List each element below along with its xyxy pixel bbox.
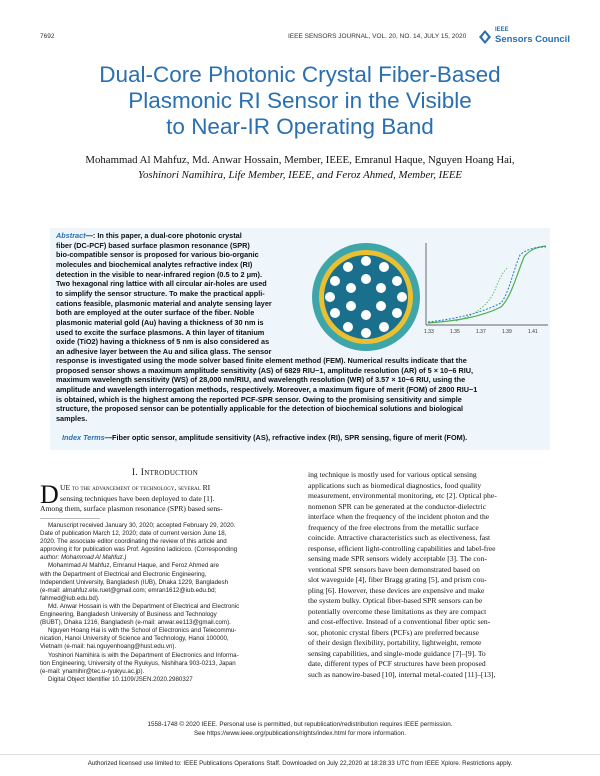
license-divider — [0, 754, 600, 755]
abstract-line: Two hexagonal ring lattice with all circular air-holes are used — [56, 279, 267, 289]
page-number: 7692 — [40, 33, 55, 40]
footnote-line: Nguyen Hoang Hai is with the School of Electronics and Telecommu- — [48, 627, 237, 635]
abstract-line: fiber (DC-PCF) based surface plasmon resonance (SPR) — [56, 240, 250, 250]
abstract-line: plasmonic material gold (Au) having a thickness of 30 nm is — [56, 317, 264, 327]
abstract-figure — [306, 237, 552, 355]
footnote-line: Md. Anwar Hossain is with the Department of Electrical and Electronic — [48, 602, 240, 610]
body-line: interface when the frequency of the incident photon and the — [308, 512, 490, 521]
footnote-line: approving it for publication was Prof. Agostino Iadicicco. (Corresponding — [40, 546, 238, 554]
title-line: to Near-IR Operating Band — [166, 114, 434, 139]
footnote-line: Independent University, Bangladesh (IUB), Dhaka 1229, Bangladesh — [40, 578, 229, 586]
footnote-line: Mohammad Al Mahfuz, Emranul Haque, and Feroz Ahmed are — [48, 562, 219, 570]
body-line: frequency of the free electrons from the metallic surface — [308, 522, 479, 532]
x-tick: 1.41 — [528, 329, 538, 335]
body-line: slot waveguide [4], fiber Bragg grating [5], and prism cou- — [308, 575, 487, 584]
index-terms-text: Fiber optic sensor, amplitude sensitivity (AS), refractive index (RI), SPR sensing, figure of merit (FOM). — [112, 433, 468, 442]
abstract-line: oxide (TiO2) having a thickness of 5 nm is also considered as — [56, 337, 270, 347]
footnote-line: Manuscript received January 30, 2020; accepted February 29, 2020. — [48, 522, 236, 529]
abstract-narrow: Abstract—: In this paper, a dual-core photonic crystal fiber (DC-PCF) based surface plasmon resonance (SPR) bio-compatible sensor is proposed for various bio-organic molecules and biochemical analytes refractive index (RI) detection in the visible to near-infrared region (0.5 to 2 μm). Two hexagonal ring lattice with all circular air-holes are used to simplify the sensor structure. To make the practical appli- cations feasible, plasmonic material and analyte sensing layer both are employed at the outer surface of the fiber. Noble plasmonic material gold (Au) having a thickness of 30 nm is used to excite the surface plasmons. A thin layer of titanium oxide (TiO2) having a thickness of 5 nm is also considered as an adhesive layer between the Au and silica glass. The sensor — [56, 231, 302, 357]
footnote-line: Engineering, Bangladesh University of Business and Technology — [40, 611, 217, 619]
index-terms: Index Terms—Fiber optic sensor, amplitude sensitivity (AS), refractive index (RI), SPR sensing, figure of merit (FOM). — [62, 433, 468, 442]
footnote-line: Yoshinori Namihira is with the Department of Electronics and Informa- — [48, 651, 239, 659]
footnote-line: (BUBT), Dhaka 1216, Bangladesh (e-mail: anwar.ee113@gmail.com). — [40, 619, 231, 627]
title-line: Dual-Core Photonic Crystal Fiber-Based — [99, 62, 501, 87]
abstract-line: samples. — [56, 413, 88, 423]
abstract-line: amplitude and wavelength interrogation methods, respectively. Moreover, a maximum figure of merit (FOM) of 2800 RIU−1 — [56, 384, 478, 394]
footnote-line: (e-mail: ynamihir@tec.u-ryukyu.ac.jp). — [40, 667, 145, 675]
footnote-line: 2020. The associate editor coordinating the review of this article and — [40, 538, 227, 546]
body-line: the system bulky. Optical fiber-based SPR sensors can be — [308, 596, 483, 605]
curve-green-dotted — [456, 267, 508, 321]
sensitivity-plot — [426, 243, 548, 325]
body-line: potentially overcome these limitations as they are compact — [308, 606, 487, 616]
abstract-line: proposed sensor shows a maximum amplitude sensitivity (AS) of 6829 RIU−1, amplitude resolution (AR) of 5 × 10−6 RIU, — [56, 365, 474, 375]
curve-green — [428, 246, 546, 323]
intro-paragraph — [60, 483, 290, 504]
body-line: coincide. Attractive characteristics such as electiveness, fast — [308, 533, 491, 542]
footnote-divider — [40, 518, 100, 519]
body-line: sensing made SPR sensors widely acceptable [3]. The con- — [308, 554, 487, 563]
x-tick: 1.37 — [476, 329, 486, 335]
copyright-line: 1558-1748 © 2020 IEEE. Personal use is permitted, but republication/redistribution requires IEEE permission. — [147, 721, 453, 728]
abstract-wide — [56, 356, 546, 424]
sensors-council-logo — [478, 27, 570, 49]
abstract-line: an adhesive layer between the Au and silica glass. The sensor — [56, 346, 272, 356]
abstract-line: detection in the visible to near-infrared region (0.5 to 2 μm). — [56, 269, 262, 279]
body-line: ventional SPR sensors have been demonstrated based on — [308, 564, 480, 574]
plot-x-ticks — [424, 329, 538, 335]
footnote-line: (e-mail: almahfuz.ete.ruet@gmail.com; emran1612@iub.edu.bd; — [40, 586, 217, 594]
curve-blue — [428, 247, 546, 322]
index-terms-label: Index Terms — [62, 433, 105, 442]
abstract-line: is obtained, which is the highest among the reported PCF-SPR sensor. Owing to the promising sensitivity and simple — [56, 394, 462, 404]
body-line: of their design flexibility, portability, lightweight, remote — [308, 638, 482, 647]
body-line: such as nanowire-based [10], internal metal-coated [11]–[13], — [308, 669, 496, 679]
abstract-label: Abstract — [56, 231, 86, 240]
body-line: response, efficient light-controlling capabilities and label-free — [308, 543, 496, 553]
author-line: Yoshinori Namihira, Life Member, IEEE, and Feroz Ahmed, Member, IEEE — [137, 169, 463, 181]
footnote-line: nication, Hanoi University of Science and Technology, Hanoi 100000, — [40, 635, 229, 643]
license-notice: Authorized licensed use limited to: IEEE Publications Operations Staff. Downloaded on July 22,2020 at 18:28:33 UTC from IEEE Xplore. Restrictions apply. — [87, 760, 513, 767]
x-tick: 1.33 — [424, 329, 434, 335]
intro-line: sensing techniques have been deployed to date [1]. — [60, 493, 215, 503]
body-line: measurement, environmental monitoring, etc [2]. Optical phe- — [308, 491, 497, 500]
footnote-line: Date of publication March 12, 2020; date of current version June 18, — [40, 530, 227, 538]
author-line: Mohammad Al Mahfuz, Md. Anwar Hossain, Member, IEEE, Emranul Haque, Nguyen Hoang Hai, — [85, 154, 515, 166]
section-title: Introduction — [140, 468, 199, 478]
author-list — [40, 153, 560, 183]
abstract-line: to simplify the sensor structure. To make the practical appli- — [56, 288, 265, 298]
ieee-logo-icon — [478, 29, 492, 45]
section-heading — [40, 468, 290, 478]
footnote-line: author: Mohammad Al Mahfuz.) — [40, 554, 127, 562]
x-tick: 1.39 — [502, 329, 512, 335]
abstract-line: In this paper, a dual-core photonic crystal — [97, 231, 242, 240]
intro-line: Among them, surface plasmon resonance (SPR) based sens- — [40, 504, 223, 513]
body-line: applications such as biomedical diagnostics, food quality — [308, 480, 482, 490]
doi-line: Digital Object Identifier 10.1109/JSEN.2020.2980327 — [48, 675, 193, 683]
body-line: sor, photonic crystal fibers (PCFs) are preferred because — [308, 627, 479, 637]
body-line: date, different types of PCF structures have been proposed — [308, 659, 486, 668]
intro-line: UE to the advancement of technology, several RI — [60, 483, 211, 492]
body-line: pling [6]. However, these devices are expensive and make — [308, 585, 485, 595]
footnote-line: Vietnam (e-mail: hai.nguyenhoang@hust.edu.vn). — [40, 643, 177, 651]
body-line: sensing capabilities, and single-mode guidance [7]–[9]. To — [308, 648, 486, 658]
title-line: Plasmonic RI Sensor in the Visible — [128, 88, 472, 113]
logo-ieee-text: IEEE — [495, 27, 509, 33]
journal-header: IEEE SENSORS JOURNAL, VOL. 20, NO. 14, JULY 15, 2020 — [288, 33, 467, 40]
footnotes — [40, 522, 292, 684]
copyright-line: See https://www.ieee.org/publications/rights/index.html for more information. — [193, 730, 407, 737]
footnote-line: fahmed@iub.edu.bd). — [40, 594, 100, 602]
abstract-line: cations feasible, plasmonic material and analyte sensing layer — [56, 298, 272, 308]
abstract-line: maximum wavelength sensitivity (WS) of 28,000 nm/RIU, and wavelength resolution (WR) of 3.57 × 10−6 RIU, using the — [56, 375, 466, 385]
paper-title — [40, 62, 560, 140]
body-line: nomenon SPR can be generated at the conductor-dielectric — [308, 501, 487, 511]
x-tick: 1.35 — [450, 329, 460, 335]
body-line: and cost-effective. Instead of a conventional fiber optic sen- — [308, 617, 491, 626]
footnote-line: tion Engineering, University of the Ryukyus, Nishihara 903-0213, Japan — [40, 659, 236, 667]
body-line: ing technique is mostly used for various optical sensing — [308, 470, 477, 479]
drop-cap: D — [40, 480, 59, 509]
abstract-line: response is investigated using the mode solver based finite element method (FEM). Numerical results indicate that the — [56, 356, 467, 365]
abstract-line: used to excite the surface plasmons. A thin layer of titanium — [56, 327, 265, 337]
footnote-line: with the Department of Electrical and Electronic Engineering, — [40, 570, 207, 578]
fiber-cross-section — [312, 243, 420, 351]
right-column — [308, 470, 560, 680]
abstract-line: bio-compatible sensor is proposed for various bio-organic — [56, 250, 259, 260]
abstract-line: both are employed at the outer surface of the fiber. Noble — [56, 308, 255, 318]
logo-council-text: Sensors Council — [495, 34, 570, 45]
copyright-notice — [40, 720, 560, 738]
abstract-line: molecules and biochemical analytes refractive index (RI) — [56, 259, 253, 269]
abstract-line: structure, the proposed sensor can be potentially applicable for the detection of biochemical solutions and biological — [56, 404, 464, 414]
section-number: I. — [131, 468, 139, 478]
